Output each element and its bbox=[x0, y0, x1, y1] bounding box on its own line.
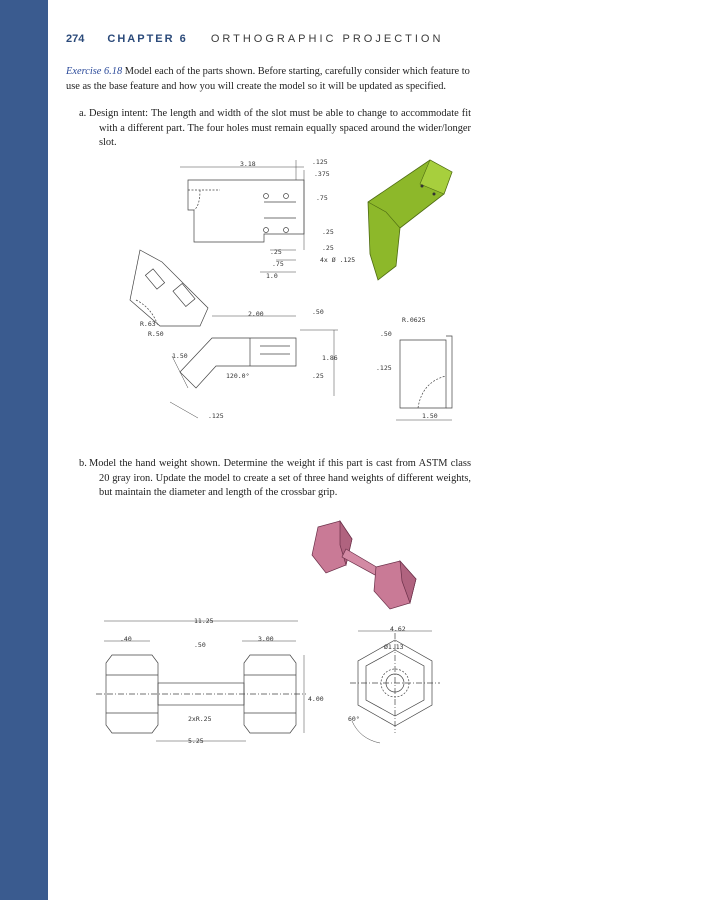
list-item bbox=[79, 107, 471, 151]
dim-fillet: 2xR.25 bbox=[188, 715, 212, 723]
dim-r63: R.63 bbox=[140, 320, 156, 328]
dim-50: .50 bbox=[312, 308, 324, 316]
exercise-intro bbox=[66, 64, 470, 94]
dim-75-low: .75 bbox=[272, 260, 284, 268]
dim-r0625: R.0625 bbox=[402, 316, 426, 324]
dim-1125: 11.25 bbox=[194, 617, 214, 625]
exercise-text: Model each of the parts shown. Before starting, carefully consider which feature to use as the base feature and how you will create the model so it will be updated as specified. bbox=[66, 66, 470, 92]
dumbbell-drawing bbox=[90, 515, 450, 755]
dumbbell-3d-model bbox=[312, 521, 416, 609]
page-header bbox=[66, 33, 443, 47]
list-item bbox=[79, 457, 471, 501]
dim-200: 2.00 bbox=[248, 310, 264, 318]
bracket-drawing bbox=[100, 150, 480, 430]
dim-10: 1.0 bbox=[266, 272, 278, 280]
dim-50-side: .50 bbox=[380, 330, 392, 338]
dim-25-right: .25 bbox=[322, 228, 334, 236]
dim-300: 3.00 bbox=[258, 635, 274, 643]
side-bar bbox=[0, 0, 48, 900]
dim-dia: Ø1.13 bbox=[384, 643, 404, 651]
dim-125-bottom: .125 bbox=[208, 412, 224, 420]
chapter-label: CHAPTER 6 bbox=[107, 33, 188, 45]
item-text: Model the hand weight shown. Determine the weight if this part is cast from ASTM class 20 gray iron. Update the model to create a set of three hand weights of different weights, but maintain the diameter and length of the crossbar grip. bbox=[89, 458, 471, 498]
dim-75-right: .75 bbox=[316, 194, 328, 202]
dim-40: .40 bbox=[120, 635, 132, 643]
dim-318: 3.18 bbox=[240, 160, 256, 168]
dim-50: .50 bbox=[194, 641, 206, 649]
front-view-outline bbox=[180, 338, 296, 388]
dim-holes: 4x Ø .125 bbox=[320, 256, 356, 264]
item-text: Design intent: The length and width of the slot must be able to change to accommodate fit with a different part. The four holes must remain equally spaced around the wider/longer slot. bbox=[89, 108, 471, 148]
bracket-3d-model bbox=[368, 160, 452, 280]
dim-150-side: 1.50 bbox=[422, 412, 438, 420]
dim-525: 5.25 bbox=[188, 737, 204, 745]
dim-375: .375 bbox=[314, 170, 330, 178]
dim-150-left: 1.50 bbox=[172, 352, 188, 360]
dim-angle-60: 60° bbox=[348, 715, 360, 723]
dim-400: 4.00 bbox=[308, 695, 324, 703]
item-label: b. bbox=[79, 458, 87, 469]
chapter-title: ORTHOGRAPHIC PROJECTION bbox=[210, 33, 444, 45]
dim-125-top: .125 bbox=[312, 158, 328, 166]
dim-25-left: .25 bbox=[270, 248, 282, 256]
dim-25-low: .25 bbox=[322, 244, 334, 252]
item-label: a. bbox=[79, 108, 87, 119]
dim-r50: R.50 bbox=[148, 330, 164, 338]
exercise-label: Exercise 6.18 bbox=[66, 66, 123, 77]
page-number: 274 bbox=[66, 33, 85, 45]
side-view-outline bbox=[400, 340, 446, 408]
dim-125-side: .125 bbox=[376, 364, 392, 372]
dim-186: 1.86 bbox=[322, 354, 338, 362]
auxiliary-view bbox=[130, 250, 208, 326]
dim-462: 4.62 bbox=[390, 625, 406, 633]
dim-angle: 120.0° bbox=[226, 372, 250, 380]
dim-25-front: .25 bbox=[312, 372, 324, 380]
